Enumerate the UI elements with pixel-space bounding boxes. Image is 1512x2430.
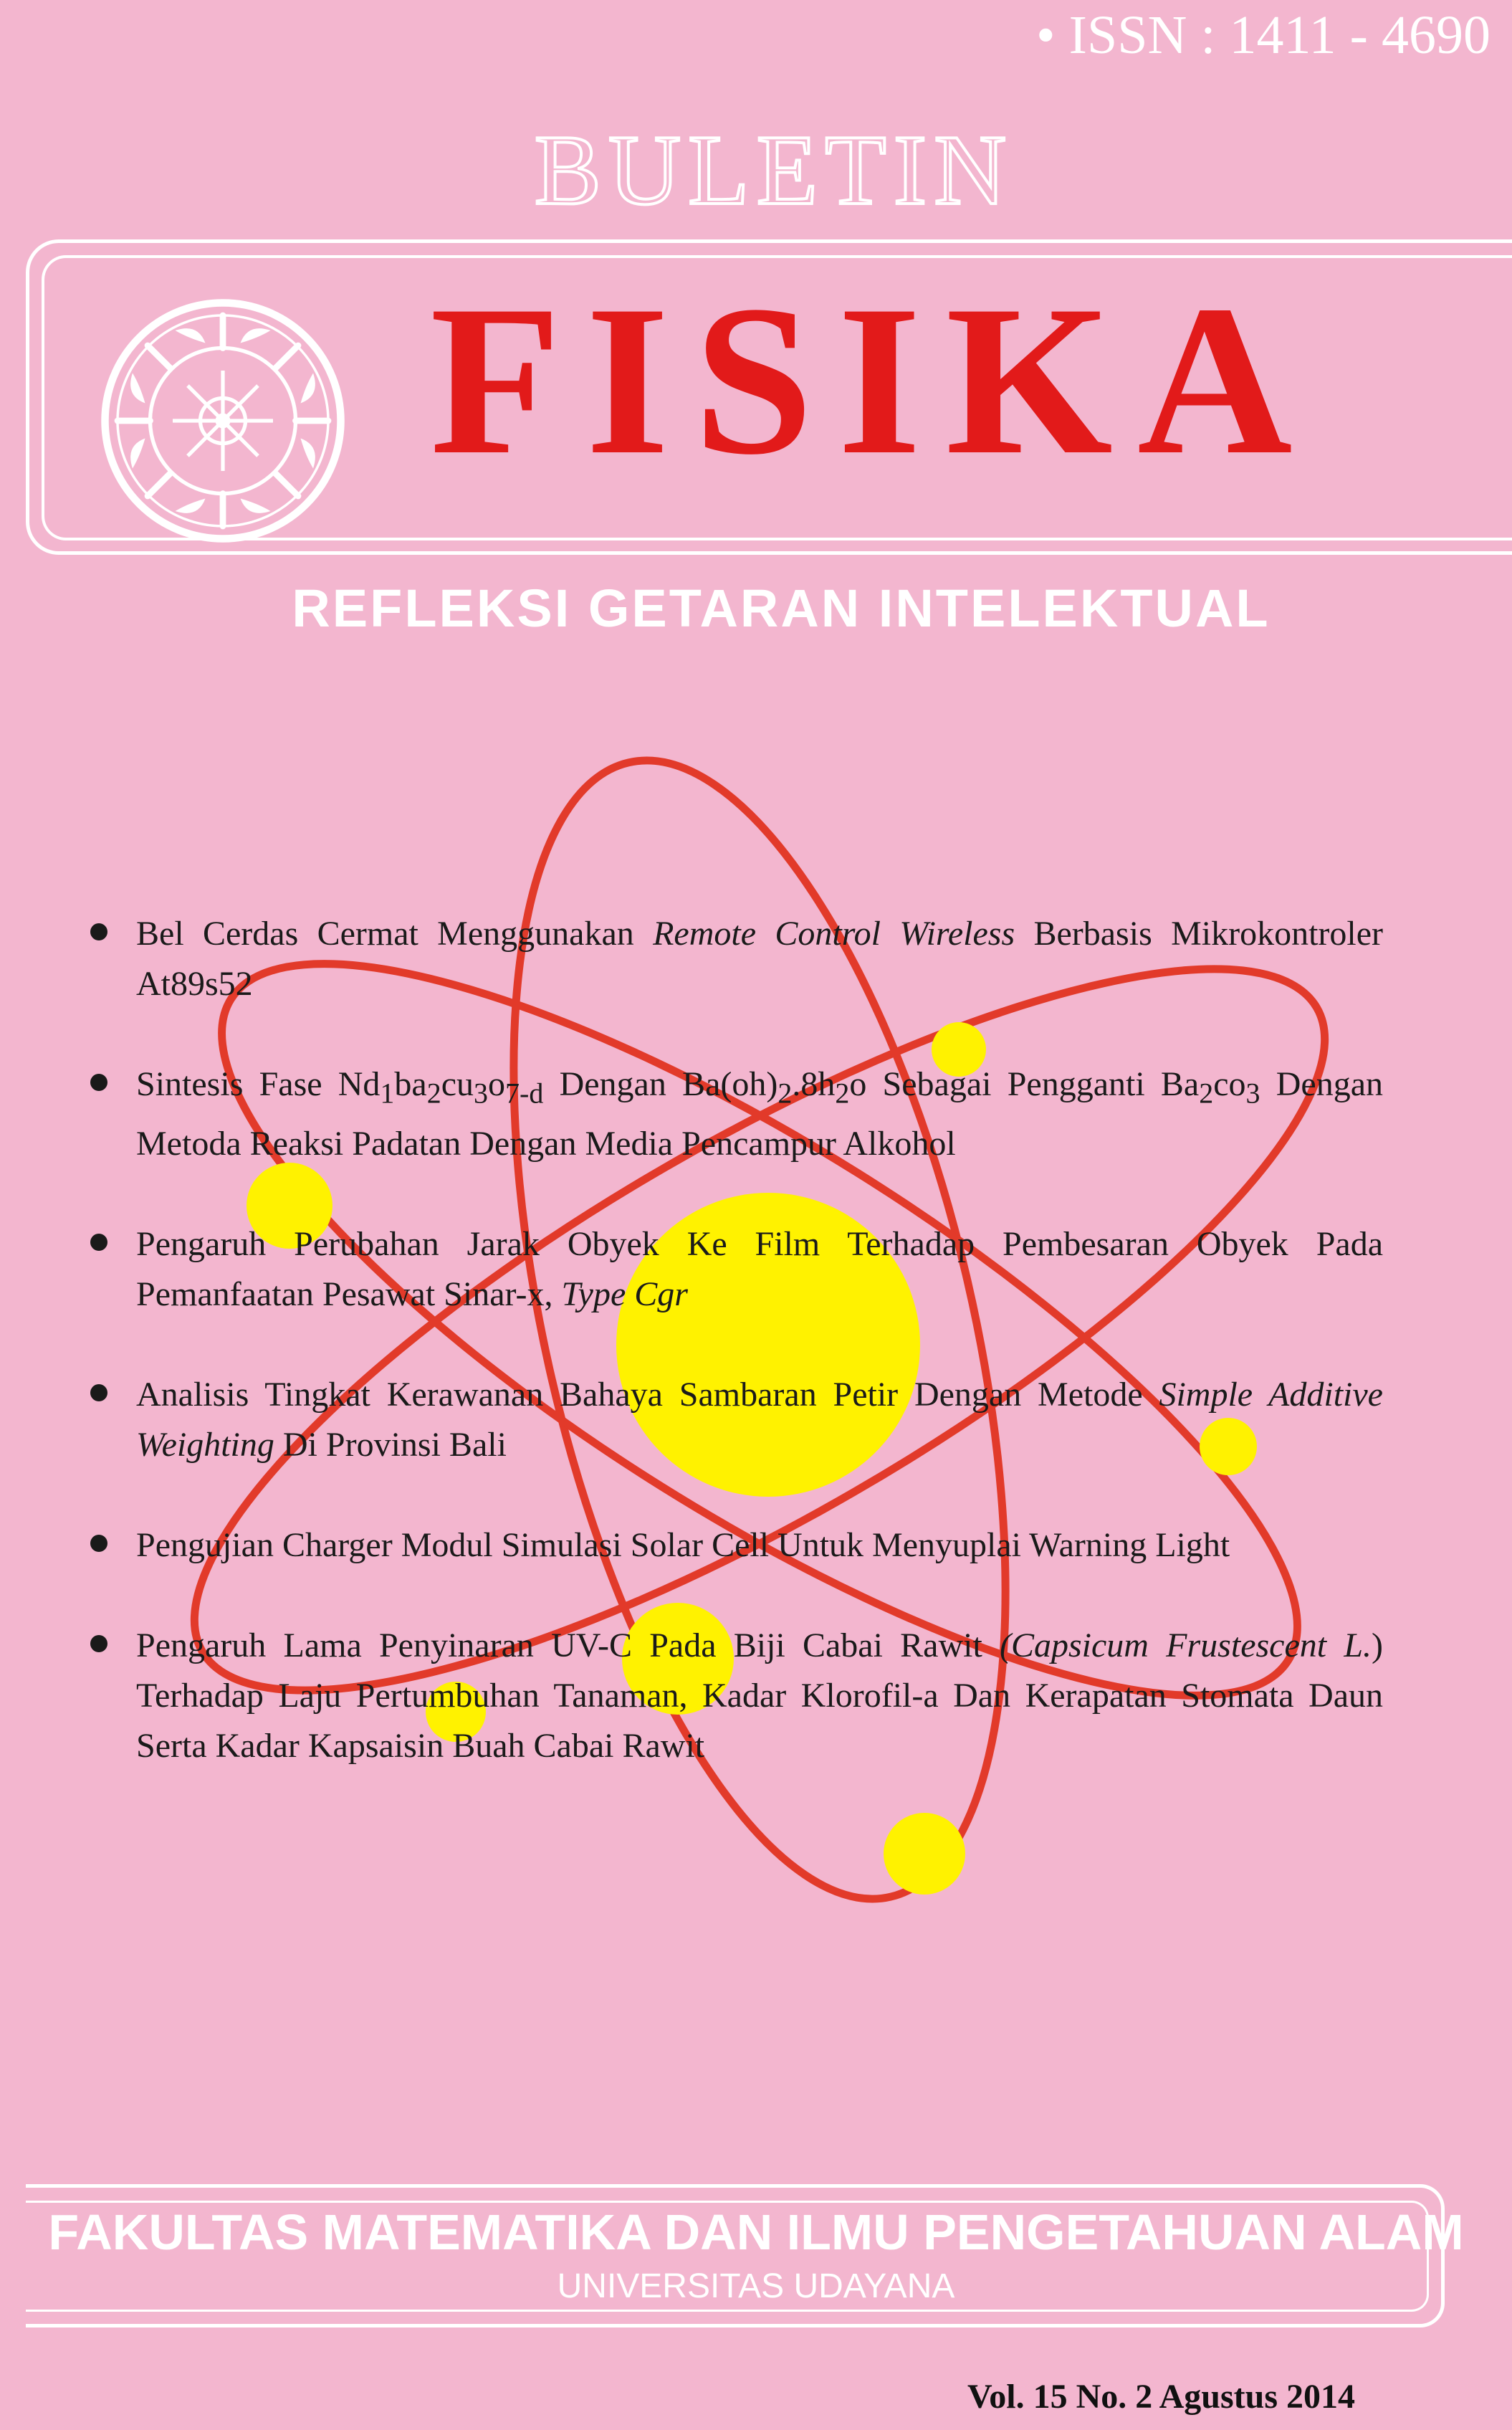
series-title: BULETIN: [534, 115, 1014, 226]
electron-6: [884, 1813, 965, 1895]
list-item: Analisis Tingkat Kerawanan Bahaya Sambaran Petir Dengan Metode Simple Additive Weighting Di Provinsi Bali: [86, 1370, 1383, 1470]
bullet-icon: [90, 1074, 107, 1091]
university-name: UNIVERSITAS UDAYANA: [557, 2267, 955, 2305]
bullet-icon: [90, 1384, 107, 1401]
list-item: Pengujian Charger Modul Simulasi Solar Cell Untuk Menyuplai Warning Light: [86, 1520, 1383, 1571]
list-item: Sintesis Fase $Nd_1ba_2cu_3o_{7-d}$ Dengan $Ba(oh)_2.8h_2o$ Sebagai Pengganti $Ba_2co_3$ Dengan Metoda Reaksi Padatan Dengan Media Pencampur Alkohol: [86, 1059, 1383, 1169]
faculty-name: FAKULTAS MATEMATIKA DAN ILMU PENGETAHUAN ALAM: [48, 2204, 1464, 2260]
issn-number: • ISSN : 1411 - 4690: [1036, 5, 1491, 65]
journal-title: FISIKA: [430, 261, 1317, 499]
bullet-icon: [90, 1234, 107, 1251]
bullet-icon: [90, 1635, 107, 1652]
tagline: REFLEKSI GETARAN INTELEKTUAL: [292, 578, 1271, 638]
list-item: Bel Cerdas Cermat Menggunakan Remote Control Wireless Berbasis Mikrokontroler At89s52: [86, 909, 1383, 1009]
list-item: Pengaruh Perubahan Jarak Obyek Ke Film Terhadap Pembesaran Obyek Pada Pemanfaatan Pesawat Sinar-x, Type Cgr: [86, 1219, 1383, 1320]
article-list: [86, 909, 1383, 1821]
volume-info: Vol. 15 No. 2 Agustus 2014: [967, 2378, 1356, 2416]
list-item: Pengaruh Lama Penyinaran UV-C Pada Biji Cabai Rawit (Capsicum Frustescent L.) Terhadap Laju Pertumbuhan Tanaman, Kadar Klorofil-a Dan Kerapatan Stomata Daun Serta Kadar Kapsaisin Buah Cabai Rawit: [86, 1621, 1383, 1771]
bullet-icon: [90, 923, 107, 940]
bullet-icon: [90, 1535, 107, 1552]
